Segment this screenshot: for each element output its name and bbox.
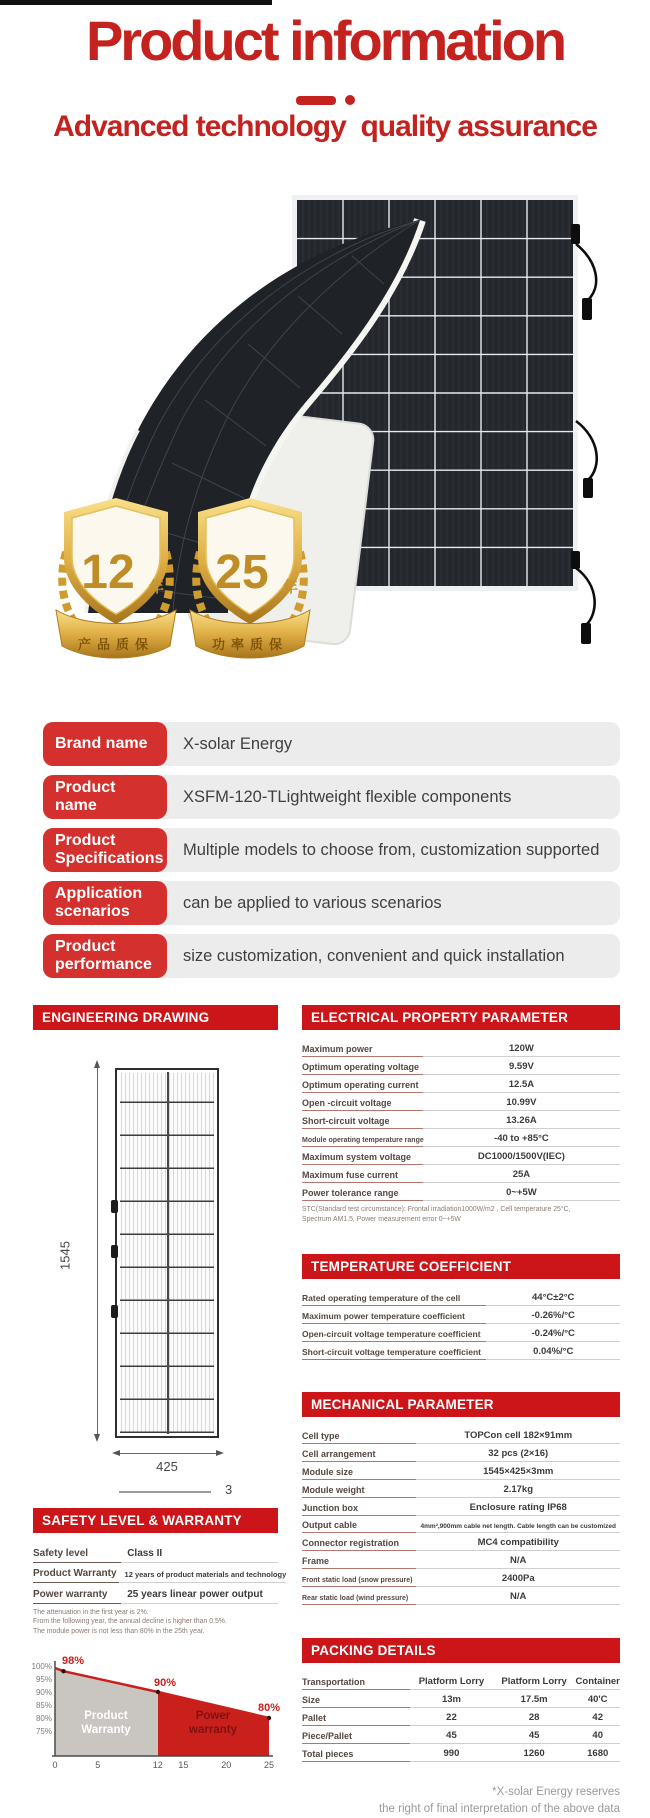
temperature-table	[302, 1288, 620, 1360]
width-dimension-value: 425	[156, 1459, 178, 1474]
warranty-note-line: The module power is not less than 80% in the 25th year.	[33, 1627, 205, 1635]
right-column	[302, 1005, 620, 1818]
param-label: Open -circuit voltage	[302, 1094, 423, 1111]
warranty-chart	[31, 1652, 281, 1789]
svg-text:85%: 85%	[35, 1701, 52, 1711]
param-value: 42	[575, 1708, 620, 1726]
param-value: 32 pcs (2×16)	[416, 1444, 620, 1462]
svg-text:75%: 75%	[35, 1727, 52, 1737]
param-value: 0~+5W	[423, 1183, 620, 1201]
svg-text:90%: 90%	[35, 1688, 52, 1698]
height-dimension-line	[97, 1068, 98, 1438]
param-label: Transportation	[302, 1673, 410, 1690]
param-value: 13.26A	[423, 1111, 620, 1129]
param-value: -0.26%/°C	[486, 1306, 620, 1324]
param-value: Container	[575, 1672, 620, 1690]
svg-text:Product: Product	[84, 1710, 128, 1723]
mechanical-table	[302, 1426, 620, 1605]
width-dimension-line	[118, 1453, 217, 1454]
info-value: can be applied to various scenarios	[183, 893, 442, 912]
arrow-down-icon	[94, 1434, 100, 1442]
param-value: 12 years of product materials and technology	[119, 1565, 287, 1584]
param-label: Open-circuit voltage temperature coefficient	[302, 1325, 486, 1342]
badge-years-suffix: 年	[283, 579, 299, 596]
param-label: Power warranty	[33, 1583, 121, 1604]
svg-text:95%: 95%	[35, 1675, 52, 1685]
badge-years-suffix: 年	[149, 579, 165, 596]
param-value: 1545×425×3mm	[416, 1462, 620, 1480]
param-value: -0.24%/°C	[486, 1324, 620, 1342]
panel-center-divider	[167, 1072, 169, 1434]
electrical-table	[302, 1039, 620, 1201]
param-value: 44°C±2°C	[486, 1288, 620, 1306]
param-value: 45	[493, 1726, 576, 1744]
param-label: Module operating temperature range	[302, 1133, 423, 1147]
param-label: Front static load (snow pressure)	[302, 1573, 416, 1587]
warranty-note-line: The attenuation in the first year is 2%.	[33, 1608, 149, 1616]
svg-text:100%: 100%	[31, 1662, 52, 1672]
info-row-product-performance	[43, 934, 620, 978]
divider-dot	[345, 95, 355, 105]
param-label: Maximum power	[302, 1040, 423, 1057]
param-value: Platform Lorry	[493, 1672, 576, 1690]
param-value: 4mm²,900mm cable net length. Cable length can be customized	[416, 1519, 620, 1533]
svg-text:5: 5	[95, 1760, 101, 1771]
param-value: 28	[493, 1708, 576, 1726]
param-value: 1260	[493, 1744, 576, 1762]
thickness-value: 3	[225, 1482, 233, 1497]
param-label: Cell arrangement	[302, 1445, 416, 1462]
x-tick-labels	[52, 1760, 274, 1770]
packing-table	[302, 1672, 620, 1762]
param-value: Enclosure rating IP68	[416, 1498, 620, 1516]
param-value: N/A	[416, 1587, 620, 1605]
page-subtitle: Advanced technology quality assurance	[53, 110, 597, 143]
info-label: Application scenarios	[43, 881, 167, 925]
param-label: Short-circuit voltage temperature coefficient	[302, 1343, 486, 1360]
info-value: X-solar Energy	[183, 734, 293, 753]
arrow-up-icon	[94, 1060, 100, 1068]
arrow-left-icon	[112, 1450, 120, 1456]
param-label: Size	[302, 1691, 410, 1708]
svg-text:15: 15	[178, 1760, 189, 1771]
y-tick-labels	[32, 1662, 52, 1736]
panel-outline-drawing	[115, 1068, 219, 1438]
info-value: size customization, convenient and quick installation	[183, 946, 565, 965]
param-value: 2400Pa	[416, 1569, 620, 1587]
safety-table	[33, 1542, 287, 1604]
param-label: Maximum system voltage	[302, 1148, 423, 1165]
param-value: 9.59V	[423, 1057, 620, 1075]
svg-text:98%: 98%	[61, 1655, 85, 1668]
param-label: Cell type	[302, 1427, 416, 1444]
param-value: 13m	[410, 1690, 493, 1708]
param-value: 120W	[423, 1039, 620, 1057]
param-value: 25 years linear power output	[121, 1583, 278, 1604]
product-photo	[0, 168, 650, 728]
svg-text:80%: 80%	[35, 1714, 52, 1724]
param-value: Platform Lorry	[410, 1672, 493, 1690]
param-label: Connector registration	[302, 1534, 416, 1551]
info-label: Product Specifications	[43, 828, 167, 872]
warranty-note-line: From the following year, the annual decline is higher than 0.5%.	[33, 1618, 227, 1626]
disclaimer-line: the right of final interpretation of the above data	[378, 1802, 620, 1815]
table-row	[33, 1542, 278, 1563]
svg-text:Warranty: Warranty	[81, 1724, 131, 1737]
param-label: Safety level	[33, 1542, 121, 1563]
engineering-drawing-banner: ENGINEERING DRAWING	[33, 1005, 278, 1030]
svg-text:80%: 80%	[257, 1702, 281, 1715]
junction-box-mark	[111, 1245, 118, 1258]
param-value: 0.04%/°C	[486, 1342, 620, 1360]
info-value: Multiple models to choose from, customization supported	[183, 840, 600, 859]
info-label: Brand name	[43, 722, 167, 766]
left-column	[31, 1005, 287, 1789]
badge-years-number: 25	[215, 546, 269, 599]
param-label: Short-circuit voltage	[302, 1112, 423, 1129]
param-value: 1680	[575, 1744, 620, 1762]
title-divider	[0, 95, 650, 105]
top-black-strip	[0, 0, 272, 5]
thickness-line	[119, 1491, 211, 1493]
param-label: Product Warranty	[33, 1563, 119, 1584]
page-title: Product information	[85, 9, 565, 72]
param-value: -40 to +85°C	[423, 1129, 620, 1147]
param-label: Module weight	[302, 1481, 416, 1498]
param-label: Power tolerance range	[302, 1184, 423, 1201]
info-value: XSFM-120-TLightweight flexible components	[183, 787, 512, 806]
info-label: Product name	[43, 775, 167, 819]
info-row-product-specifications	[43, 828, 620, 872]
arrow-right-icon	[216, 1450, 224, 1456]
svg-text:20: 20	[221, 1760, 232, 1771]
table-row	[33, 1563, 287, 1584]
param-value: 45	[410, 1726, 493, 1744]
param-label: Junction box	[302, 1499, 416, 1516]
badge-25-years	[184, 494, 316, 666]
svg-text:12: 12	[152, 1760, 163, 1771]
param-value: MC4 compatibility	[416, 1533, 620, 1551]
svg-text:warranty: warranty	[189, 1724, 237, 1737]
param-label: Optimum operating voltage	[302, 1058, 423, 1075]
svg-text:25: 25	[263, 1760, 275, 1771]
engineering-drawing	[33, 1030, 278, 1508]
divider-dash	[296, 96, 336, 105]
param-label: Maximum power temperature coefficient	[302, 1307, 486, 1324]
svg-text:0: 0	[52, 1760, 58, 1771]
param-value: 990	[410, 1744, 493, 1762]
electrical-parameter-banner: ELECTRICAL PROPERTY PARAMETER	[302, 1005, 620, 1030]
param-value: 25A	[423, 1165, 620, 1183]
packing-details-banner: PACKING DETAILS	[302, 1638, 620, 1663]
param-label: Rear static load (wind pressure)	[302, 1591, 416, 1605]
param-label: Optimum operating current	[302, 1076, 423, 1093]
badge-years-number: 12	[81, 546, 135, 599]
param-value: DC1000/1500V(IEC)	[423, 1147, 620, 1165]
info-row-brand-name	[43, 722, 620, 766]
param-value: 40	[575, 1726, 620, 1744]
safety-warranty-banner: SAFETY LEVEL & WARRANTY	[33, 1508, 278, 1533]
param-label: Frame	[302, 1552, 416, 1569]
info-label: Product performance	[43, 934, 167, 978]
info-row-application-scenarios	[43, 881, 620, 925]
badge-12-years	[50, 494, 182, 666]
param-value: 17.5m	[493, 1690, 576, 1708]
param-label: Piece/Pallet	[302, 1727, 410, 1744]
param-value: 22	[410, 1708, 493, 1726]
param-value: 40'C	[575, 1690, 620, 1708]
stc-note	[302, 1205, 620, 1224]
param-label: Output cable	[302, 1516, 416, 1533]
param-value: 2.17kg	[416, 1480, 620, 1498]
mechanical-parameter-banner: MECHANICAL PARAMETER	[302, 1392, 620, 1417]
stc-note-line: Spectrum AM1.5, Power measurement error 0~+5W	[302, 1215, 461, 1223]
param-value: Class II	[121, 1542, 278, 1563]
param-label: Rated operating temperature of the cell	[302, 1289, 486, 1306]
svg-text:Power: Power	[195, 1710, 231, 1723]
param-label: Pallet	[302, 1709, 410, 1726]
disclaimer-note	[302, 1784, 620, 1817]
svg-text:90%: 90%	[153, 1677, 177, 1690]
stc-note-line: STC(Standard test circumstance): Frontal irradiation1000W/m2 , Cell temperature 25°C,	[302, 1206, 571, 1213]
junction-box-mark	[111, 1200, 118, 1213]
param-value: 12.5A	[423, 1075, 620, 1093]
table-row	[33, 1583, 278, 1604]
param-value: TOPCon cell 182×91mm	[416, 1426, 620, 1444]
disclaimer-line: *X-solar Energy reserves	[492, 1786, 620, 1799]
info-row-product-name	[43, 775, 620, 819]
badge-ribbon-text: 产品质保	[77, 637, 155, 652]
param-label: Module size	[302, 1463, 416, 1480]
junction-box-mark	[111, 1305, 118, 1318]
param-value: 10.99V	[423, 1093, 620, 1111]
temperature-coefficient-banner: TEMPERATURE COEFFICIENT	[302, 1254, 620, 1279]
product-info-list	[43, 722, 620, 978]
param-label: Maximum fuse current	[302, 1166, 423, 1183]
badge-ribbon-text: 功率质保	[211, 637, 289, 652]
param-label: Total pieces	[302, 1745, 410, 1762]
warranty-notes	[33, 1608, 278, 1637]
height-dimension-value: 1545	[57, 1241, 73, 1270]
param-value: N/A	[416, 1551, 620, 1569]
